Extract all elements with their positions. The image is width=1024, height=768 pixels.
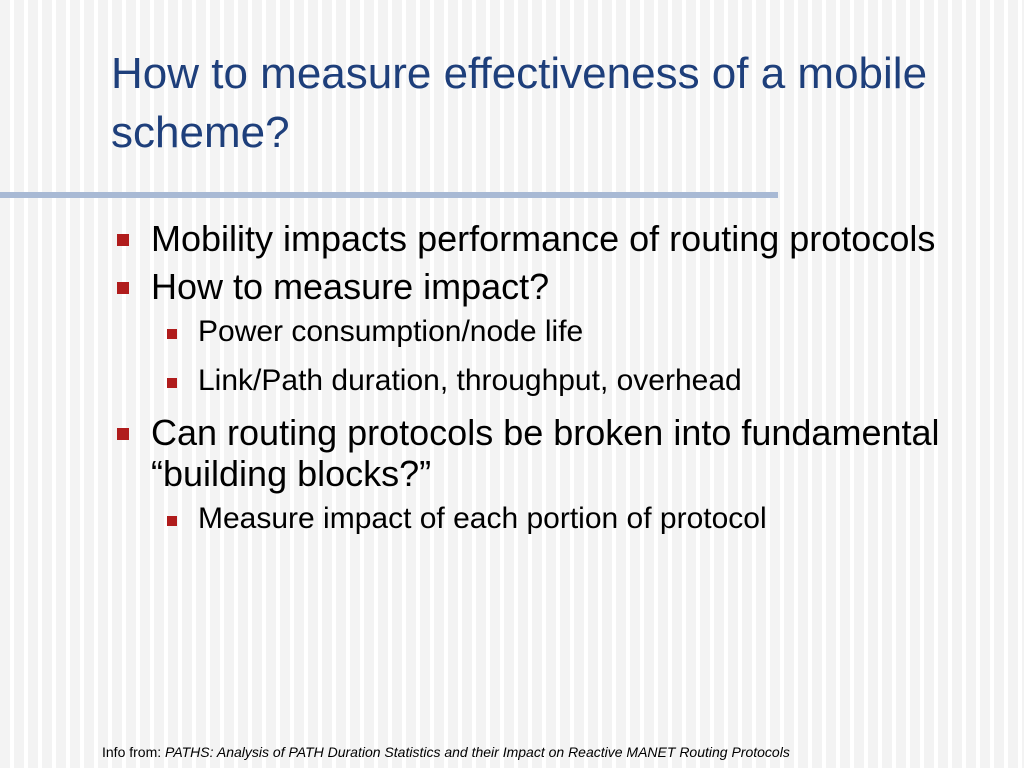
bullet-text: Can routing protocols be broken into fundamental “building blocks?” bbox=[151, 412, 940, 494]
footer-citation: PATHS: Analysis of PATH Duration Statistics and their Impact on Reactive MANET Routing Protocols bbox=[165, 744, 790, 760]
bullet-text: How to measure impact? bbox=[151, 266, 550, 307]
bullet-list bbox=[0, 218, 1024, 550]
sub-bullet-text: Power consumption/node life bbox=[198, 315, 584, 348]
bullet-square-icon bbox=[167, 516, 177, 526]
bullet-square-icon bbox=[117, 282, 129, 294]
title-divider bbox=[0, 192, 778, 198]
bullet-item bbox=[0, 266, 971, 307]
sub-bullet-text: Link/Path duration, throughput, overhead bbox=[198, 364, 742, 397]
bullet-square-icon bbox=[117, 234, 129, 246]
footer-prefix: Info from: bbox=[102, 744, 166, 760]
bullet-text: Mobility impacts performance of routing protocols bbox=[151, 218, 936, 259]
sub-bullet-item bbox=[0, 314, 988, 350]
bullet-item bbox=[0, 412, 971, 494]
sub-bullet-text: Measure impact of each portion of protocol bbox=[198, 502, 767, 535]
sub-bullet-item bbox=[0, 501, 988, 537]
bullet-square-icon bbox=[117, 428, 129, 440]
sub-bullet-item bbox=[0, 363, 988, 399]
bullet-square-icon bbox=[167, 378, 177, 388]
bullet-item bbox=[0, 218, 971, 259]
bullet-square-icon bbox=[167, 329, 177, 339]
source-footer bbox=[102, 743, 790, 761]
slide-title: How to measure effectiveness of a mobile scheme? bbox=[111, 49, 928, 157]
